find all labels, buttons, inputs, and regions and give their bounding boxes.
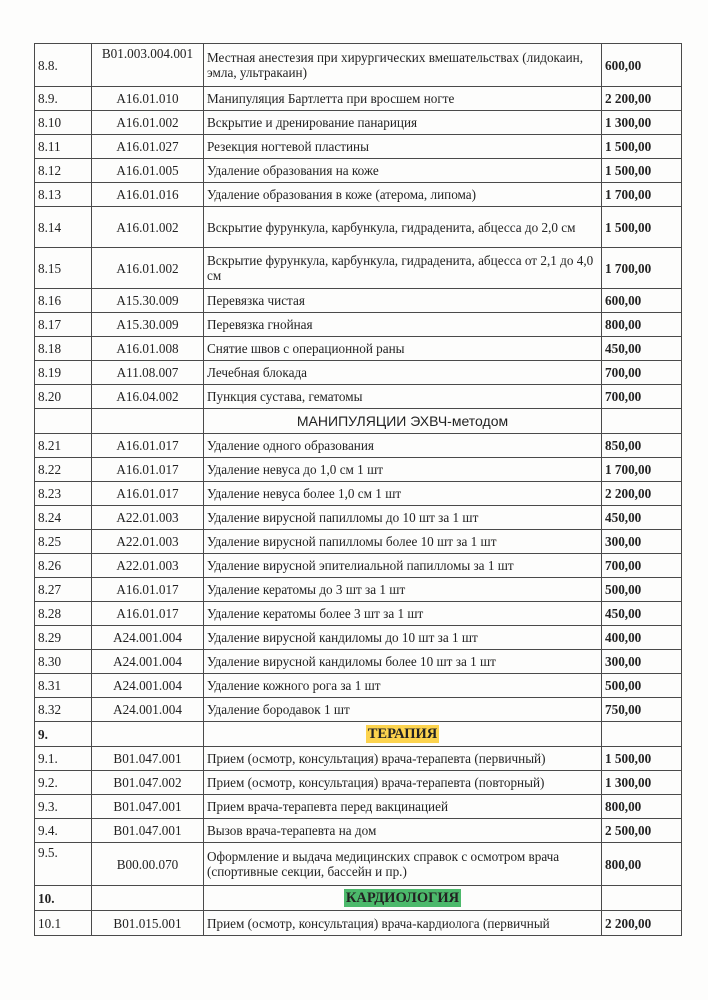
section-code-empty: [92, 409, 204, 434]
service-price: 600,00: [602, 289, 682, 313]
service-name: Удаление вирусной папилломы более 10 шт за 1 шт: [204, 530, 602, 554]
service-price: 2 500,00: [602, 819, 682, 843]
table-row: [35, 747, 682, 771]
service-code: A16.01.017: [92, 458, 204, 482]
row-number: 10.1: [35, 911, 92, 936]
service-price: 850,00: [602, 434, 682, 458]
service-price: 2 200,00: [602, 482, 682, 506]
service-price: 1 300,00: [602, 111, 682, 135]
service-price: 500,00: [602, 674, 682, 698]
table-row: [35, 843, 682, 886]
section-price-empty: [602, 409, 682, 434]
service-code: B01.047.001: [92, 747, 204, 771]
service-code: A22.01.003: [92, 530, 204, 554]
table-row: [35, 911, 682, 936]
service-code: B00.00.070: [92, 843, 204, 886]
service-price: 450,00: [602, 337, 682, 361]
service-name: Вскрытие фурункула, карбункула, гидраденита, абцесса до 2,0 см: [204, 207, 602, 248]
service-price: 2 200,00: [602, 87, 682, 111]
service-price: 1 300,00: [602, 771, 682, 795]
price-list-table: [34, 43, 682, 936]
row-number: 9.5.: [35, 843, 92, 886]
service-name: Снятие швов с операционной раны: [204, 337, 602, 361]
table-row: [35, 674, 682, 698]
service-code: A15.30.009: [92, 313, 204, 337]
row-number: 8.8.: [35, 44, 92, 87]
table-row: [35, 795, 682, 819]
service-price: 1 700,00: [602, 183, 682, 207]
service-code: A16.01.010: [92, 87, 204, 111]
table-row: [35, 87, 682, 111]
table-row: [35, 458, 682, 482]
row-number: 8.12: [35, 159, 92, 183]
row-number: 9.3.: [35, 795, 92, 819]
service-code: A16.01.002: [92, 248, 204, 289]
row-number: 8.9.: [35, 87, 92, 111]
row-number: 8.32: [35, 698, 92, 722]
service-name: Удаление образования в коже (атерома, липома): [204, 183, 602, 207]
service-name: Пункция сустава, гематомы: [204, 385, 602, 409]
row-number: 8.21: [35, 434, 92, 458]
row-number: 8.16: [35, 289, 92, 313]
table-row: [35, 289, 682, 313]
service-name: Местная анестезия при хирургических вмешательствах (лидокаин, эмла, ультракаин): [204, 44, 602, 87]
service-name: Удаление кератомы более 3 шт за 1 шт: [204, 602, 602, 626]
service-name: Удаление образования на коже: [204, 159, 602, 183]
service-price: 800,00: [602, 313, 682, 337]
row-number: 8.15: [35, 248, 92, 289]
service-name: Удаление вирусной кандиломы до 10 шт за 1 шт: [204, 626, 602, 650]
row-number: 8.30: [35, 650, 92, 674]
row-number: 8.18: [35, 337, 92, 361]
section-title: ТЕРАПИЯ: [367, 725, 438, 742]
table-row: [35, 44, 682, 87]
service-name: Лечебная блокада: [204, 361, 602, 385]
section-number: 10.: [35, 886, 92, 911]
row-number: 9.1.: [35, 747, 92, 771]
service-name: Прием (осмотр, консультация) врача-терапевта (первичный): [204, 747, 602, 771]
row-number: 8.25: [35, 530, 92, 554]
service-price: 1 700,00: [602, 458, 682, 482]
service-price: 450,00: [602, 602, 682, 626]
row-number: 8.28: [35, 602, 92, 626]
table-row: [35, 337, 682, 361]
row-number: 8.10: [35, 111, 92, 135]
section-price-empty: [602, 886, 682, 911]
table-row: [35, 135, 682, 159]
row-number: 8.24: [35, 506, 92, 530]
row-number: 8.20: [35, 385, 92, 409]
service-code: A24.001.004: [92, 650, 204, 674]
section-header-row: [35, 722, 682, 747]
row-number: 8.31: [35, 674, 92, 698]
service-price: 750,00: [602, 698, 682, 722]
service-price: 1 500,00: [602, 207, 682, 248]
service-name: Удаление вирусной кандиломы более 10 шт за 1 шт: [204, 650, 602, 674]
section-number: 9.: [35, 722, 92, 747]
row-number: 8.26: [35, 554, 92, 578]
service-name: Вызов врача-терапевта на дом: [204, 819, 602, 843]
service-code: A16.04.002: [92, 385, 204, 409]
table-row: [35, 385, 682, 409]
row-number: 8.11: [35, 135, 92, 159]
service-price: 700,00: [602, 554, 682, 578]
service-name: Удаление бородавок 1 шт: [204, 698, 602, 722]
section-title: КАРДИОЛОГИЯ: [345, 889, 460, 906]
service-name: Прием врача-терапевта перед вакцинацией: [204, 795, 602, 819]
section-code-empty: [92, 722, 204, 747]
table-row: [35, 248, 682, 289]
service-price: 2 200,00: [602, 911, 682, 936]
service-code: B01.015.001: [92, 911, 204, 936]
service-price: 450,00: [602, 506, 682, 530]
row-number: 8.14: [35, 207, 92, 248]
table-row: [35, 602, 682, 626]
service-price: 1 500,00: [602, 135, 682, 159]
service-code: A11.08.007: [92, 361, 204, 385]
table-row: [35, 111, 682, 135]
row-number: 9.4.: [35, 819, 92, 843]
service-code: A16.01.027: [92, 135, 204, 159]
service-code: A15.30.009: [92, 289, 204, 313]
service-code: A16.01.008: [92, 337, 204, 361]
section-code-empty: [92, 886, 204, 911]
table-row: [35, 482, 682, 506]
service-code: B01.047.001: [92, 795, 204, 819]
service-code: A16.01.017: [92, 578, 204, 602]
service-name: Удаление невуса более 1,0 см 1 шт: [204, 482, 602, 506]
table-row: [35, 183, 682, 207]
service-name: Удаление невуса до 1,0 см 1 шт: [204, 458, 602, 482]
table-row: [35, 626, 682, 650]
service-price: 400,00: [602, 626, 682, 650]
service-code: A16.01.005: [92, 159, 204, 183]
service-code: A24.001.004: [92, 626, 204, 650]
service-price: 300,00: [602, 530, 682, 554]
service-code: A24.001.004: [92, 674, 204, 698]
service-code: B01.003.004.001: [92, 44, 204, 87]
section-title-cell: [204, 409, 602, 434]
service-code: A16.01.017: [92, 482, 204, 506]
service-price: 500,00: [602, 578, 682, 602]
service-price: 800,00: [602, 843, 682, 886]
service-code: A16.01.002: [92, 111, 204, 135]
service-name: Резекция ногтевой пластины: [204, 135, 602, 159]
table-row: [35, 361, 682, 385]
table-row: [35, 506, 682, 530]
service-price: 700,00: [602, 385, 682, 409]
service-code: A16.01.017: [92, 434, 204, 458]
service-name: Удаление вирусной эпителиальной папилломы за 1 шт: [204, 554, 602, 578]
service-name: Удаление кожного рога за 1 шт: [204, 674, 602, 698]
table-row: [35, 207, 682, 248]
row-number: 8.27: [35, 578, 92, 602]
service-code: A16.01.017: [92, 602, 204, 626]
row-number: 8.13: [35, 183, 92, 207]
row-number: 8.22: [35, 458, 92, 482]
service-code: A24.001.004: [92, 698, 204, 722]
table-row: [35, 578, 682, 602]
table-row: [35, 771, 682, 795]
section-header-row: [35, 886, 682, 911]
service-price: 1 500,00: [602, 159, 682, 183]
section-number: [35, 409, 92, 434]
service-code: B01.047.002: [92, 771, 204, 795]
service-price: 1 500,00: [602, 747, 682, 771]
table-row: [35, 819, 682, 843]
service-name: Манипуляция Бартлетта при вросшем ногте: [204, 87, 602, 111]
price-list-body: [35, 44, 682, 936]
table-row: [35, 554, 682, 578]
service-price: 1 700,00: [602, 248, 682, 289]
row-number: 8.23: [35, 482, 92, 506]
row-number: 8.19: [35, 361, 92, 385]
service-price: 700,00: [602, 361, 682, 385]
row-number: 9.2.: [35, 771, 92, 795]
service-code: A16.01.016: [92, 183, 204, 207]
table-row: [35, 434, 682, 458]
service-code: B01.047.001: [92, 819, 204, 843]
row-number: 8.29: [35, 626, 92, 650]
service-name: Вскрытие и дренирование панариция: [204, 111, 602, 135]
service-code: A22.01.003: [92, 554, 204, 578]
table-row: [35, 698, 682, 722]
service-name: Перевязка чистая: [204, 289, 602, 313]
service-code: A16.01.002: [92, 207, 204, 248]
service-name: Оформление и выдача медицинских справок с осмотром врача (спортивные секции, бассейн и пр.): [204, 843, 602, 886]
table-row: [35, 313, 682, 337]
section-title: МАНИПУЛЯЦИИ ЭХВЧ-методом: [296, 412, 509, 429]
table-row: [35, 530, 682, 554]
service-name: Удаление кератомы до 3 шт за 1 шт: [204, 578, 602, 602]
service-price: 300,00: [602, 650, 682, 674]
table-row: [35, 159, 682, 183]
service-name: Удаление одного образования: [204, 434, 602, 458]
service-code: A22.01.003: [92, 506, 204, 530]
service-name: Прием (осмотр, консультация) врача-кардиолога (первичный: [204, 911, 602, 936]
service-name: Вскрытие фурункула, карбункула, гидраденита, абцесса от 2,1 до 4,0 см: [204, 248, 602, 289]
service-price: 800,00: [602, 795, 682, 819]
service-name: Перевязка гнойная: [204, 313, 602, 337]
table-row: [35, 650, 682, 674]
service-name: Прием (осмотр, консультация) врача-терапевта (повторный): [204, 771, 602, 795]
section-title-cell: [204, 886, 602, 911]
section-price-empty: [602, 722, 682, 747]
service-price: 600,00: [602, 44, 682, 87]
row-number: 8.17: [35, 313, 92, 337]
section-title-cell: [204, 722, 602, 747]
section-header-row: [35, 409, 682, 434]
service-name: Удаление вирусной папилломы до 10 шт за 1 шт: [204, 506, 602, 530]
